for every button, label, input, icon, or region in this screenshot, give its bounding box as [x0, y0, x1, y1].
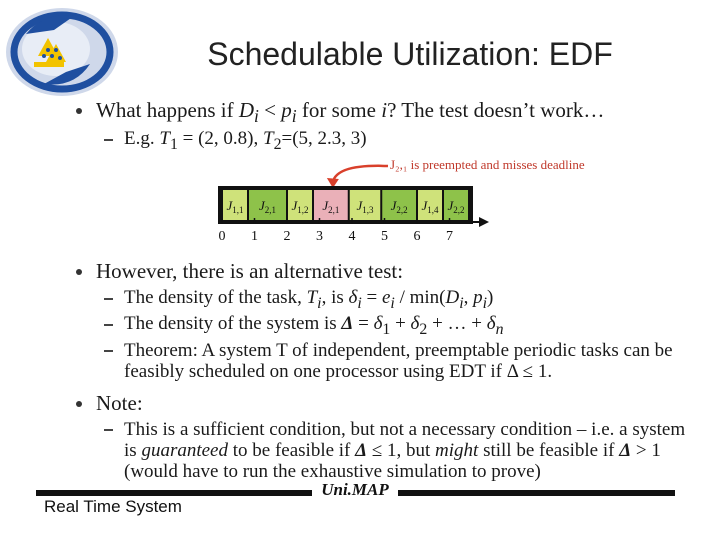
bullet-dot [76, 401, 82, 407]
footer-rule-right [398, 490, 675, 496]
callout-arrow [333, 166, 388, 182]
edf-schedule-timeline [210, 150, 630, 245]
tick-label: 7 [446, 229, 453, 244]
theorem-line-2: feasibly scheduled on one processor using EDT if Δ ≤ 1. [124, 361, 553, 382]
note-line-3: (would have to run the exhaustive simulation to prove) [124, 461, 541, 482]
footer-rule-left [36, 490, 312, 496]
job-bars [218, 186, 473, 224]
job-label: $J_{1,3}$ [356, 198, 374, 215]
tick-label: 4 [348, 229, 356, 244]
bullet-what-happens: What happens if $D_i < p_i$ for some i? The test doesn’t work… [96, 98, 605, 127]
tick-label: 2 [283, 229, 291, 244]
bullet-dot [76, 269, 82, 275]
tick-label: 5 [381, 229, 388, 244]
sub-bullet-dash [104, 139, 113, 141]
note-line-1: This is a sufficient condition, but not a necessary condition – i.e. a system [124, 419, 686, 440]
task-density-definition: The density of the task, $T_i$, is $\delta_i = e_i / \min(D_i$, $p_i$) [124, 287, 494, 312]
axis-arrowhead [479, 217, 489, 227]
footer-course-name: Real Time System [44, 497, 182, 516]
callout-text: J₂,₁ is preempted and misses deadline [390, 157, 585, 172]
sub-bullet-dash [104, 324, 113, 326]
system-density-definition: The density of the system is $\Delta = \delta_1 + \delta_2$ + … + $\delta_n$ [124, 313, 504, 338]
example-tasks: E.g. $T_1 = (2$, 0.8), $T_2=(5$, 2.3, 3) [124, 128, 367, 153]
sub-bullet-dash [104, 429, 113, 431]
job-label: $J_{1,2}$ [291, 198, 309, 215]
job-label: $J_{2,1}$ [258, 198, 277, 215]
footer-brand: Uni.MAP [321, 480, 389, 499]
bullet-alternative-test: However, there is an alternative test: [96, 259, 404, 283]
sub-bullet-dash [104, 350, 113, 352]
job-label: $J_{2,2}$ [447, 198, 465, 215]
university-logo [4, 4, 130, 100]
time-axis [218, 217, 489, 244]
theorem-line-1: Theorem: A system T of independent, preemptable periodic tasks can be [124, 340, 673, 361]
job-label: $J_{2,1}$ [322, 198, 340, 215]
job-label: $J_{2,2}$ [390, 198, 408, 215]
sub-bullet-dash [104, 298, 113, 300]
tick-label: 3 [316, 229, 323, 244]
bullet-dot [76, 108, 82, 114]
slide-title: Schedulable Utilization: EDF [207, 36, 613, 72]
bullet-note: Note: [96, 391, 143, 415]
tick-label: 6 [413, 229, 421, 244]
tick-label: 0 [218, 229, 226, 244]
tick-label: 1 [251, 229, 258, 244]
missed-deadline-callout [327, 157, 585, 188]
job-label: $J_{1,1}$ [226, 198, 244, 215]
note-line-2: is guaranteed to be feasible if Δ ≤ 1, but might still be feasible if Δ > 1 [124, 440, 661, 461]
job-label: $J_{1,4}$ [421, 198, 439, 215]
